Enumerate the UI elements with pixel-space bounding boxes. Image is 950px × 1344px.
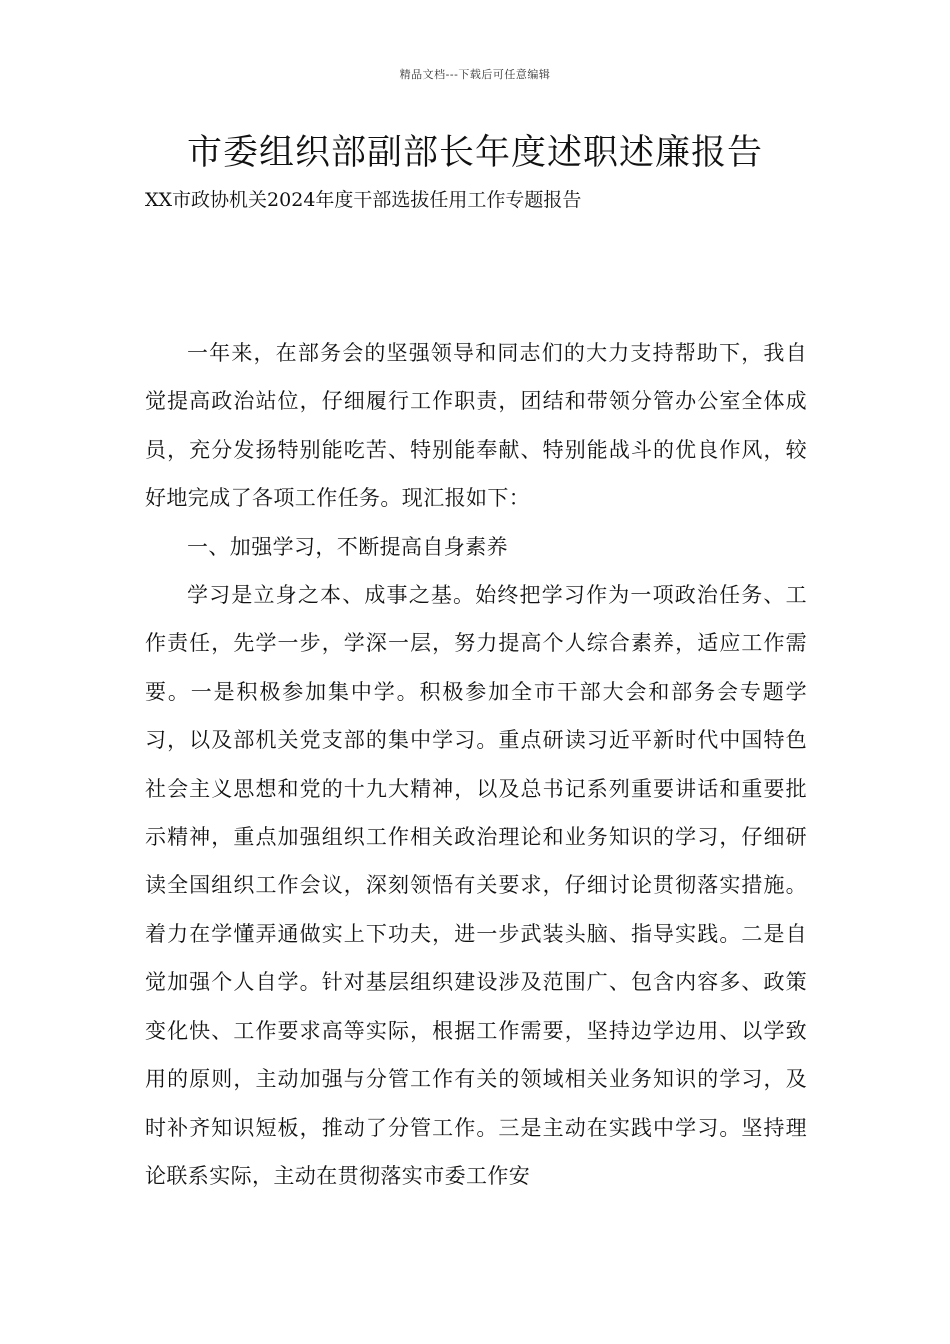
paragraph-intro: 一年来，在部务会的坚强领导和同志们的大力支持帮助下，我自觉提高政治站位，仔细履行工作职责，团结和带领分管办公室全体成员，充分发扬特别能吃苦、特别能奉献、特别能战斗的优良作风，较好地完成了各项工作任务。现汇报如下： [145,341,807,511]
paragraph-study: 学习是立身之本、成事之基。始终把学习作为一项政治任务、工作责任，先学一步，学深一层，努力提高个人综合素养，适应工作需要。一是积极参加集中学。积极参加全市干部大会和部务会专题学习，以及部机关党支部的集中学习。重点研读习近平新时代中国特色社会主义思想和党的十九大精神，以及总书记系列重要讲话和重要批示精神，重点加强组织工作相关政治理论和业务知识的学习，仔细研读全国组织工作会议，深刻领悟有关要求，仔细讨论贯彻落实措施。着力在学懂弄通做实上下功夫，进一步武装头脑、指导实践。二是自觉加强个人自学。针对基层组织建设涉及范围广、包含内容多、政策变化快、工作要求高等实际，根据工作需要，坚持边学边用、以学致用的原则，主动加强与分管工作有关的领域相关业务知识的学习，及时补齐知识短板，推动了分管工作。三是主动在实践中学习。坚持理论联系实际，主动在贯彻落实市委工作安 [145,583,807,1188]
header-note: 精品文档---下载后可任意编辑 [399,68,551,81]
section-heading-1: 一、加强学习，不断提高自身素养 [187,534,508,559]
document-subtitle: XX市政协机关2024年度干部选拔任用工作专题报告 [145,189,582,211]
document-title: 市委组织部副部长年度述职述廉报告 [186,133,763,173]
document-body [145,329,807,1200]
